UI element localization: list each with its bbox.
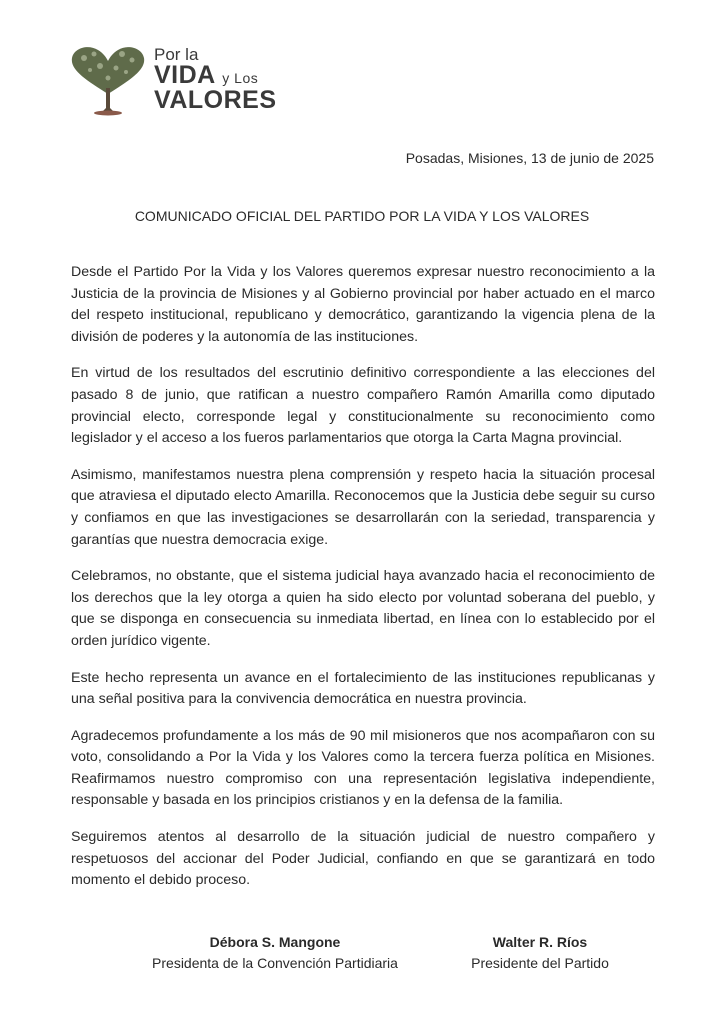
heart-tree-icon — [66, 44, 150, 116]
signer-role: Presidente del Partido — [471, 955, 609, 971]
signer-name: Débora S. Mangone — [209, 934, 341, 950]
paragraph: Agradecemos profundamente a los más de 90 mil misioneros que nos acompañaron con su voto, consolidando a Por la Vida y los Valores como la tercera fuerza política en Misiones. Reafirmamos nuestro compromiso con una representación legislativa independiente, responsable y basada en los principios cristianos y en la defensa de la familia. — [71, 727, 655, 809]
paragraph: Celebramos, no obstante, que el sistema judicial haya avanzado hacia el reconocimiento de los derechos que la ley otorga a quien ha sido electo por voluntad soberana del pueblo, y que se disponga en consecuencia su inmediata libertad, en línea con lo establecido por el orden jurídico vigente. — [71, 568, 655, 649]
paragraph: Seguiremos atentos al desarrollo de la situación judicial de nuestro compañero y respetuosos del accionar del Poder Judicial, confiando en que se garantizará en todo momento el debido proceso. — [71, 829, 655, 889]
signer-name: Walter R. Ríos — [492, 934, 588, 950]
document-body — [71, 262, 655, 907]
date-line: Posadas, Misiones, 13 de junio de 2025 — [405, 150, 654, 166]
logo-line-1: Por la — [154, 45, 199, 64]
logo-line-2: VIDA — [154, 61, 215, 89]
signature-block-convention-president — [145, 932, 405, 974]
paragraph: Desde el Partido Por la Vida y los Valores queremos expresar nuestro reconocimiento a la Justicia de la provincia de Misiones y al Gobierno provincial por haber actuado en el marco del respeto institucional, republicano y democrático, garantizando la vigencia plena de la división de poderes y la autonomía de las instituciones. — [71, 264, 655, 345]
logo-line-2b: y Los — [222, 70, 259, 86]
party-logo — [66, 44, 277, 116]
signature-block-party-president — [450, 932, 630, 974]
signer-role: Presidenta de la Convención Partidiaria — [152, 955, 398, 971]
paragraph: Este hecho representa un avance en el fortalecimiento de las instituciones republicanas y una señal positiva para la convivencia democrática en nuestra provincia. — [71, 669, 655, 708]
document-title: COMUNICADO OFICIAL DEL PARTIDO POR LA VIDA Y LOS VALORES — [134, 208, 590, 224]
paragraph: En virtud de los resultados del escrutinio definitivo correspondiente a las elecciones del pasado 8 de junio, que ratifican a nuestro compañero Ramón Amarilla como diputado provincial electo, corresponde legal y constitucionalmente su reconocimiento como legislador y el acceso a los fueros parlamentarios que otorga la Carta Magna provincial. — [71, 365, 655, 447]
logo-line-3: VALORES — [154, 86, 277, 114]
logo-wordmark — [154, 46, 277, 113]
paragraph: Asimismo, manifestamos nuestra plena comprensión y respeto hacia la situación procesal que atraviesa el diputado electo Amarilla. Reconocemos que la Justicia debe seguir su curso y confiamos en que las investigaciones se desarrollarán con la seriedad, transparencia y garantías que nuestra democracia exige. — [71, 466, 655, 548]
